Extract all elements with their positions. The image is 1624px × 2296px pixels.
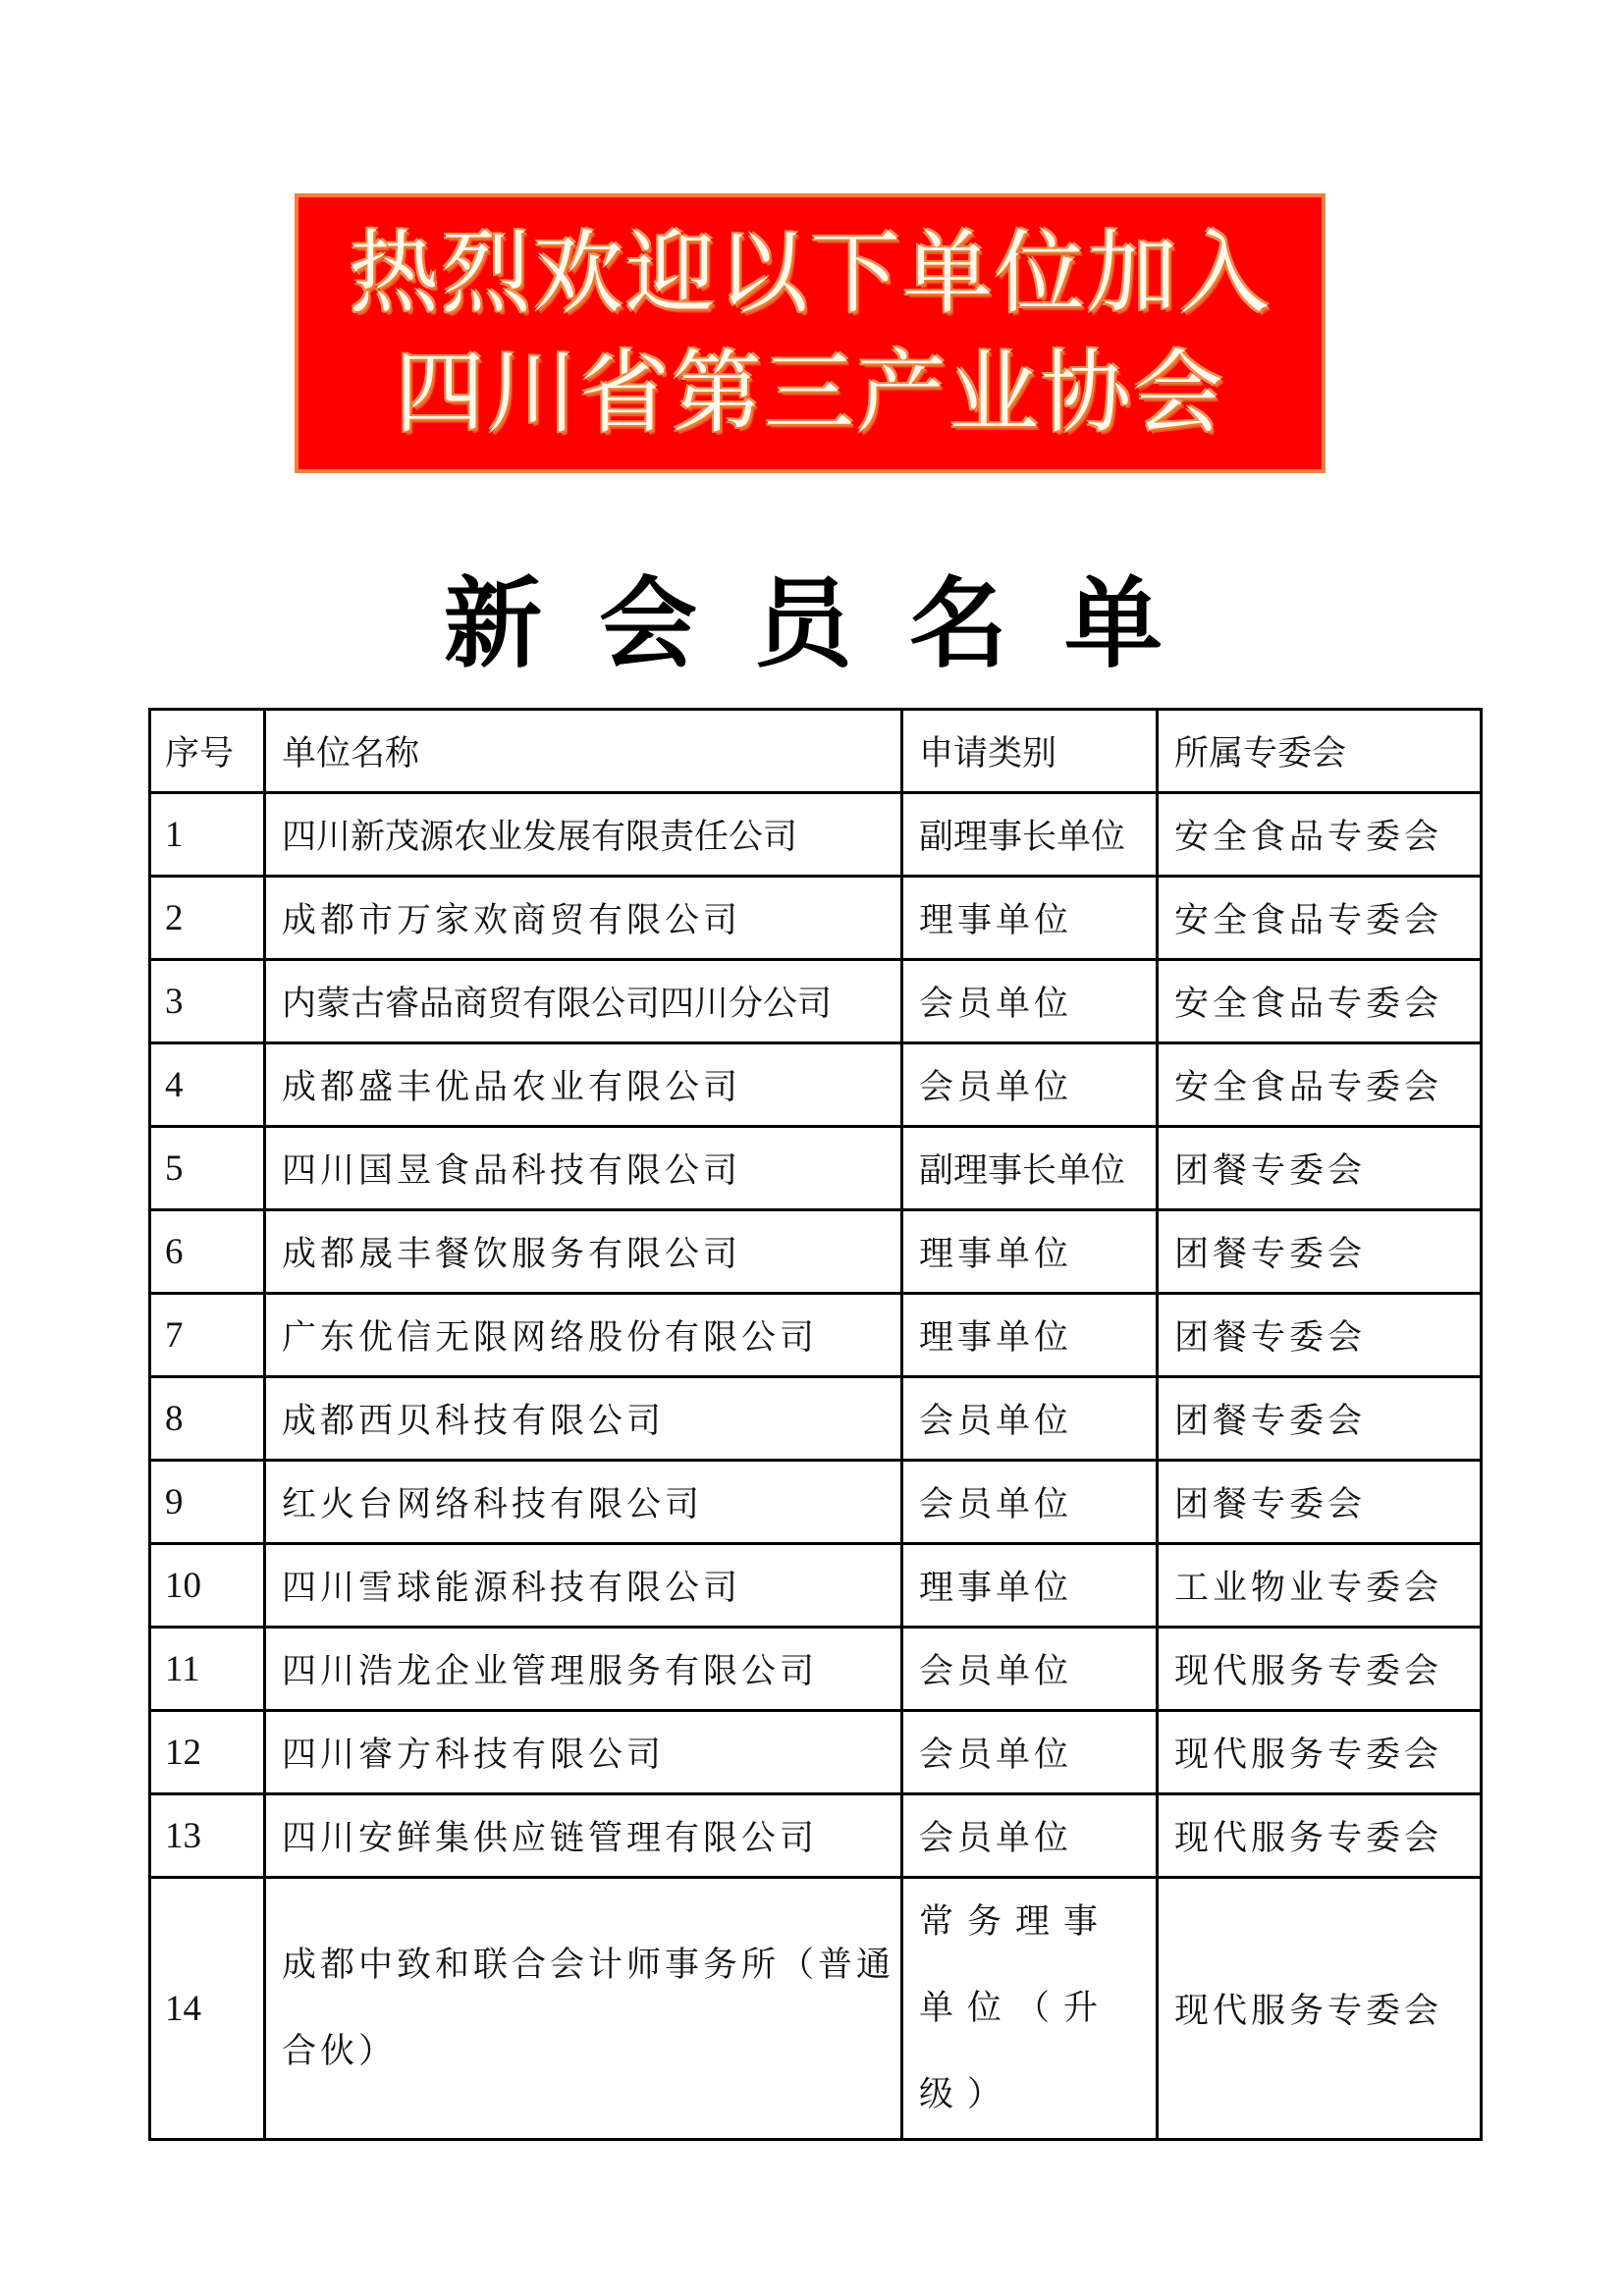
table-row (150, 1628, 1482, 1711)
table-row (150, 1127, 1482, 1210)
header-type: 申请类别 (902, 710, 1158, 793)
row-committee: 现代服务专委会 (1158, 1711, 1482, 1794)
table-row (150, 1377, 1482, 1461)
table-row (150, 877, 1482, 960)
table-row (150, 1461, 1482, 1544)
row-type: 会员单位 (902, 1794, 1158, 1878)
row-name: 四川睿方科技有限公司 (265, 1711, 902, 1794)
row-type: 副理事长单位 (902, 1127, 1158, 1210)
row-committee: 团餐专委会 (1158, 1294, 1482, 1377)
row-name: 红火台网络科技有限公司 (265, 1461, 902, 1544)
row-num: 2 (150, 877, 265, 960)
row-num: 3 (150, 960, 265, 1043)
row-num: 6 (150, 1210, 265, 1294)
row-type: 会员单位 (902, 1711, 1158, 1794)
row-committee: 安全食品专委会 (1158, 877, 1482, 960)
row-committee: 现代服务专委会 (1158, 1878, 1482, 2140)
row-name: 成都盛丰优品农业有限公司 (265, 1043, 902, 1127)
row-name: 四川安鲜集供应链管理有限公司 (265, 1794, 902, 1878)
table-row (150, 1210, 1482, 1294)
table-header-row (150, 710, 1482, 793)
row-name: 四川新茂源农业发展有限责任公司 (265, 793, 902, 877)
header-name: 单位名称 (265, 710, 902, 793)
row-type: 理事单位 (902, 877, 1158, 960)
row-type: 会员单位 (902, 1461, 1158, 1544)
row-name: 四川雪球能源科技有限公司 (265, 1544, 902, 1628)
row-committee: 团餐专委会 (1158, 1127, 1482, 1210)
row-type: 理事单位 (902, 1544, 1158, 1628)
row-num: 14 (150, 1878, 265, 2140)
row-type: 会员单位 (902, 960, 1158, 1043)
row-num: 4 (150, 1043, 265, 1127)
row-num: 5 (150, 1127, 265, 1210)
row-committee: 现代服务专委会 (1158, 1628, 1482, 1711)
row-type: 理事单位 (902, 1210, 1158, 1294)
row-type: 理事单位 (902, 1294, 1158, 1377)
table-row (150, 1794, 1482, 1878)
row-name: 四川浩龙企业管理服务有限公司 (265, 1628, 902, 1711)
row-name: 内蒙古睿品商贸有限公司四川分公司 (265, 960, 902, 1043)
document-title: 新会员名单 (444, 565, 1219, 681)
row-committee: 团餐专委会 (1158, 1210, 1482, 1294)
welcome-banner (295, 193, 1326, 473)
table-row (150, 1878, 1482, 2140)
row-type: 会员单位 (902, 1377, 1158, 1461)
banner-line-2: 四川省第三产业协会 (394, 340, 1225, 446)
table-row (150, 1294, 1482, 1377)
row-type: 会员单位 (902, 1628, 1158, 1711)
table-row (150, 1544, 1482, 1628)
row-num: 9 (150, 1461, 265, 1544)
row-num: 10 (150, 1544, 265, 1628)
row-name: 四川国昱食品科技有限公司 (265, 1127, 902, 1210)
row-name: 成都晟丰餐饮服务有限公司 (265, 1210, 902, 1294)
table-row (150, 960, 1482, 1043)
table-row (150, 1043, 1482, 1127)
row-num: 1 (150, 793, 265, 877)
row-num: 13 (150, 1794, 265, 1878)
row-name: 广东优信无限网络股份有限公司 (265, 1294, 902, 1377)
row-committee: 工业物业专委会 (1158, 1544, 1482, 1628)
banner-line-1: 热烈欢迎以下单位加入 (348, 220, 1272, 326)
row-type: 会员单位 (902, 1043, 1158, 1127)
row-num: 8 (150, 1377, 265, 1461)
row-committee: 安全食品专委会 (1158, 793, 1482, 877)
table-row (150, 1711, 1482, 1794)
row-type: 副理事长单位 (902, 793, 1158, 877)
row-num: 11 (150, 1628, 265, 1711)
row-num: 12 (150, 1711, 265, 1794)
row-name: 成都中致和联合会计师事务所（普通合伙） (265, 1878, 902, 2140)
row-committee: 现代服务专委会 (1158, 1794, 1482, 1878)
row-committee: 团餐专委会 (1158, 1377, 1482, 1461)
header-committee: 所属专委会 (1158, 710, 1482, 793)
row-committee: 团餐专委会 (1158, 1461, 1482, 1544)
new-members-table (148, 708, 1483, 2141)
header-num: 序号 (150, 710, 265, 793)
row-type: 常务理事单位（升级） (902, 1878, 1158, 2140)
row-committee: 安全食品专委会 (1158, 960, 1482, 1043)
row-name: 成都西贝科技有限公司 (265, 1377, 902, 1461)
row-name: 成都市万家欢商贸有限公司 (265, 877, 902, 960)
row-committee: 安全食品专委会 (1158, 1043, 1482, 1127)
row-num: 7 (150, 1294, 265, 1377)
table-row (150, 793, 1482, 877)
